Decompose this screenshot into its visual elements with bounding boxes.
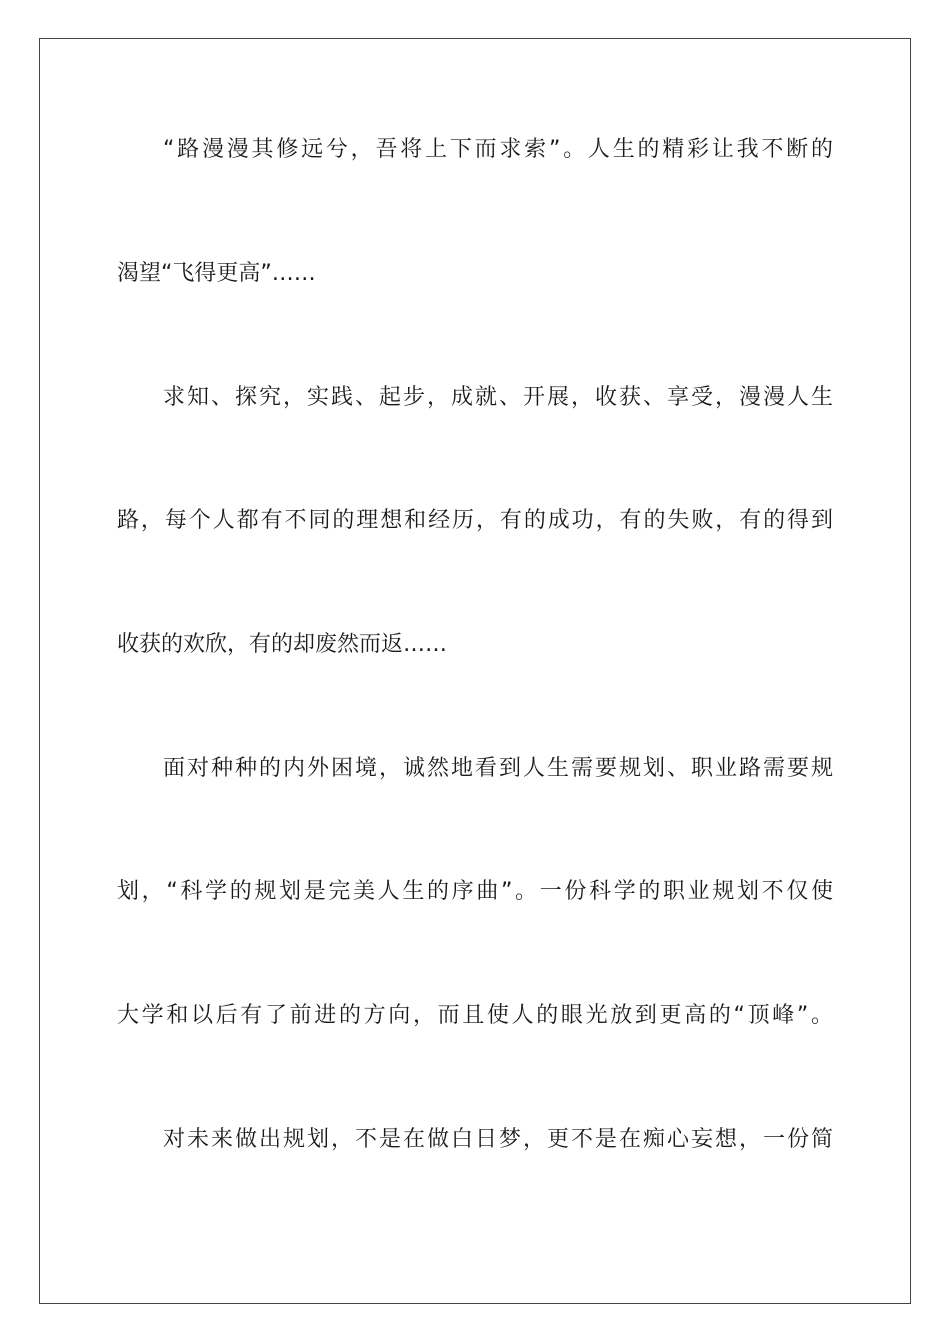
paragraph-1-line-2: 渴望“飞得更高”…… (117, 261, 316, 286)
paragraph-1-line-1: “路漫漫其修远兮，吾将上下而求索”。人生的精彩让我不断的 (163, 137, 833, 162)
paragraph-2-line-2: 路，每个人都有不同的理想和经历，有的成功，有的失败，有的得到 (117, 508, 833, 533)
paragraph-3-line-2: 划，“科学的规划是完美人生的序曲”。一份科学的职业规划不仅使 (117, 879, 833, 904)
paragraph-2-line-1: 求知、探究，实践、起步，成就、开展，收获、享受，漫漫人生 (163, 385, 833, 410)
paragraph-3-line-1: 面对种种的内外困境，诚然地看到人生需要规划、职业路需要规 (163, 756, 833, 781)
page-border (39, 38, 911, 1304)
paragraph-3-line-3: 大学和以后有了前进的方向，而且使人的眼光放到更高的“顶峰”。 (117, 1003, 833, 1028)
paragraph-4-line-1: 对未来做出规划，不是在做白日梦，更不是在痴心妄想，一份简 (163, 1127, 833, 1152)
paragraph-2-line-3: 收获的欢欣，有的却废然而返…… (117, 632, 448, 657)
